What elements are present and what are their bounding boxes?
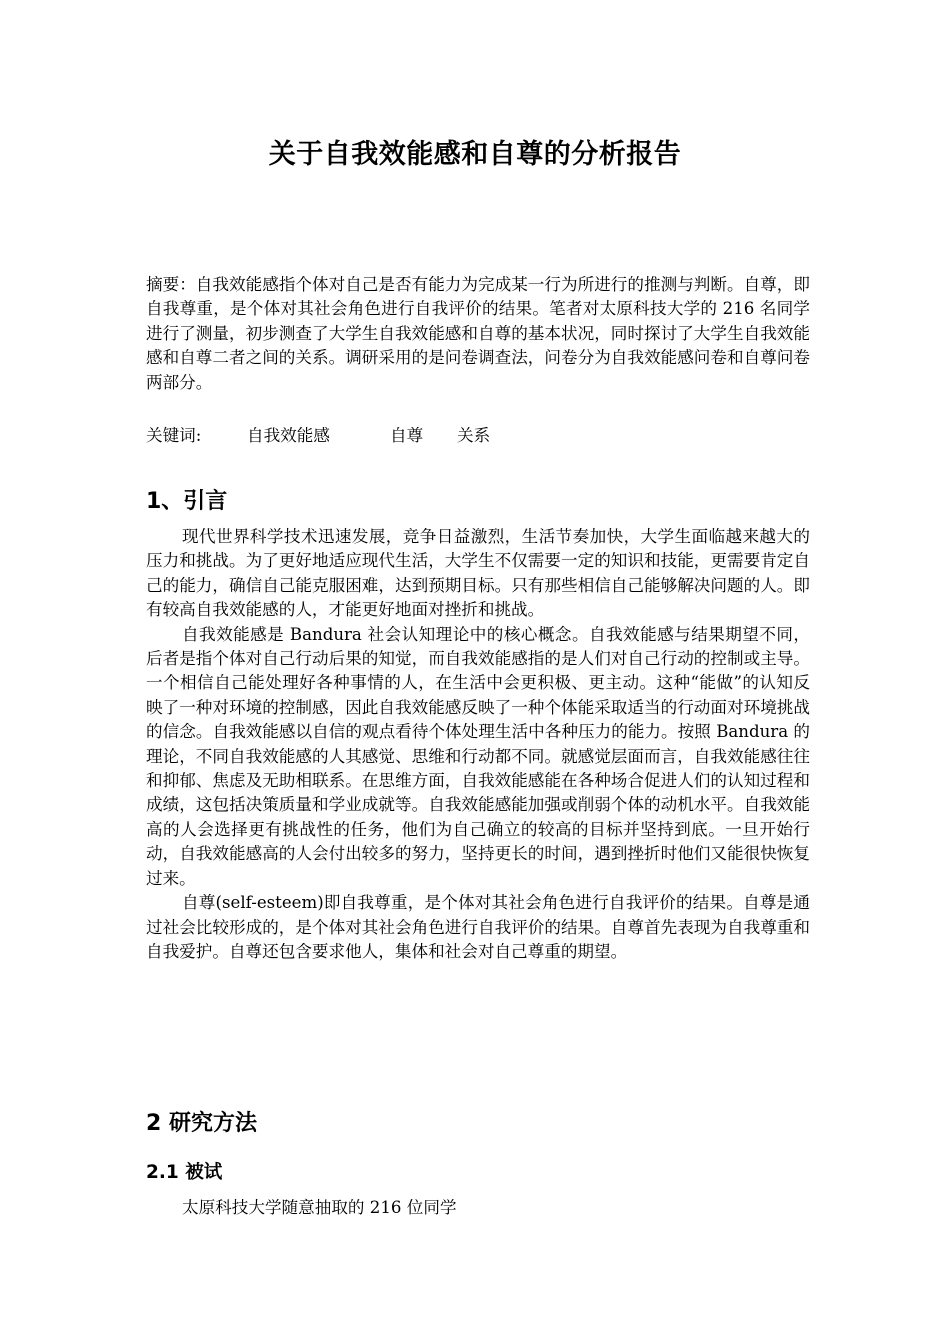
section-heading-methods: 2 研究方法 xyxy=(146,1111,257,1136)
keyword-item: 关系 xyxy=(457,426,491,445)
keyword-item: 自尊 xyxy=(390,426,424,445)
document-title: 关于自我效能感和自尊的分析报告 xyxy=(268,139,682,170)
keyword-item: 自我效能感 xyxy=(247,426,330,445)
body-paragraph: 自尊(self-esteem)即自我尊重，是个体对其社会角色进行自我评价的结果。自尊是通过社会比较形成的，是个体对其社会角色进行自我评价的结果。自尊首先表现为自我尊重和自我爱护。自尊还包含要求他人，集体和社会对自己尊重的期望。 xyxy=(146,893,810,961)
subsection-heading-subjects: 2.1 被试 xyxy=(146,1162,223,1183)
body-paragraph: 现代世界科学技术迅速发展，竞争日益激烈，生活节奏加快，大学生面临越来越大的压力和挑战。为了更好地适应现代生活，大学生不仅需要一定的知识和技能，更需要肯定自己的能力，确信自己能克服困难，达到预期目标。只有那些相信自己能够解决问题的人。即有较高自我效能感的人，才能更好地面对挫折和挑战。 xyxy=(146,527,810,620)
keywords-label: 关键词: xyxy=(146,426,202,445)
introduction-body xyxy=(146,525,810,964)
keywords-line xyxy=(146,424,490,448)
subjects-text: 太原科技大学随意抽取的 216 位同学 xyxy=(182,1198,457,1217)
body-paragraph: 自我效能感是 Bandura 社会认知理论中的核心概念。自我效能感与结果期望不同，后者是指个体对自己行动后果的知觉，而自我效能感指的是人们对自己行动的控制或主导。一个相信自己能处理好各种事情的人，在生活中会更积极、更主动。这种“能做”的认知反映了一种对环境的控制感，因此自我效能感反映了一种个体能采取适当的行动面对环境挑战的信念。自我效能感以自信的观点看待个体处理生活中各种压力的能力。按照 Bandura 的理论，不同自我效能感的人其感觉、思维和行动都不同。就感觉层面而言，自我效能感往往和抑郁、焦虑及无助相联系。在思维方面，自我效能感能在各种场合促进人们的认知过程和成绩，这包括决策质量和学业成就等。自我效能感能加强或削弱个体的动机水平。自我效能高的人会选择更有挑战性的任务，他们为自己确立的较高的目标并坚持到底。一旦开始行动，自我效能感高的人会付出较多的努力，坚持更长的时间，遇到挫折时他们又能很快恢复过来。 xyxy=(146,624,810,888)
abstract-paragraph: 摘要：自我效能感指个体对自己是否有能力为完成某一行为所进行的推测与判断。自尊，即自我尊重，是个体对其社会角色进行自我评价的结果。笔者对太原科技大学的 216 名同学进行了测量，初步测查了大学生自我效能感和自尊的基本状况，同时探讨了大学生自我效能感和自尊二者之间的关系。调研采用的是问卷调查法，问卷分为自我效能感问卷和自尊问卷两部分。 xyxy=(146,275,810,392)
section-heading-introduction: 1、引言 xyxy=(146,489,228,514)
